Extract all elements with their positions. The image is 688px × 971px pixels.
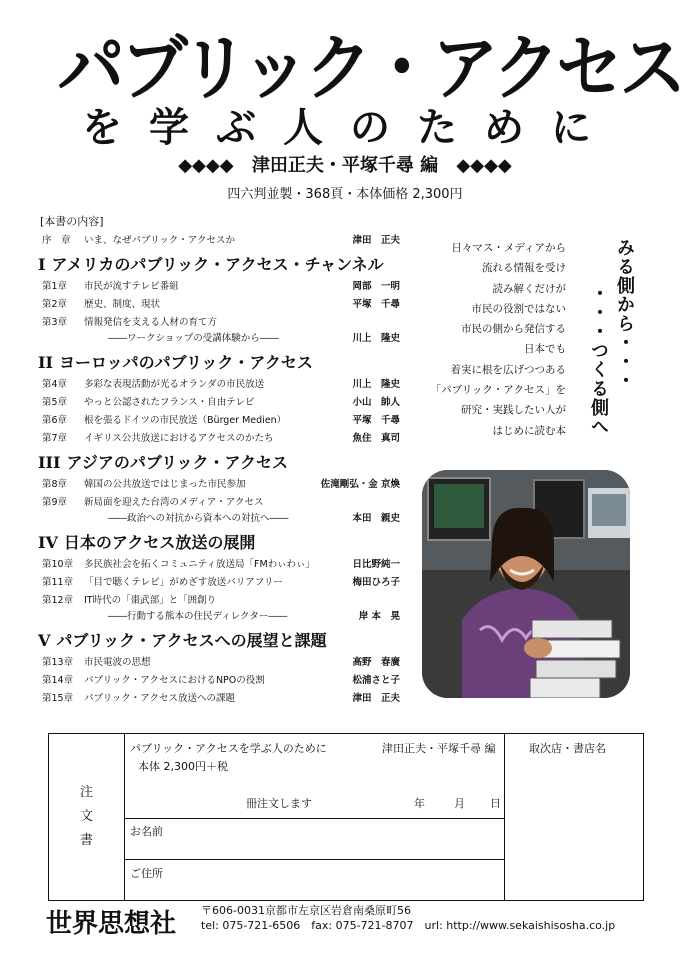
table-of-contents: [38, 232, 400, 708]
order-form-label: 注 文 書: [49, 734, 125, 900]
address-field[interactable]: [124, 859, 504, 901]
editors-line: [120, 155, 570, 177]
toc-chapter-number: 第11章: [42, 577, 74, 588]
book-title: パブリック・アクセス: [57, 26, 683, 110]
contents-label: [本書の内容]: [40, 215, 104, 228]
blurb-line: 日々マス・メディアから: [451, 242, 566, 254]
toc-chapter-title: パブリック・アクセス放送への課題: [84, 693, 235, 704]
toc-chapter: [38, 278, 400, 296]
toc-chapter-author: 松浦さと子: [352, 675, 400, 686]
blurb-line: 流れる情報を受け: [482, 262, 566, 275]
toc-part-numeral: V: [38, 631, 51, 650]
toc-chapter: [38, 672, 400, 690]
name-field[interactable]: [124, 818, 504, 860]
tagline-making: ・・・つくる側へ: [588, 284, 609, 436]
toc-chapter: [38, 690, 400, 708]
toc-chapter-title: やっと公認されたフランス・自由テレビ: [84, 397, 255, 408]
toc-chapter-number: 第13章: [42, 657, 74, 668]
blurb-line: 市民の役割ではない: [471, 302, 566, 315]
order-year[interactable]: 年: [414, 797, 425, 810]
toc-chapter-number: 第15章: [42, 693, 74, 704]
toc-part-title: ヨーロッパのパブリック・アクセス: [58, 353, 313, 372]
tagline-watching: みる側から・・・: [614, 238, 635, 390]
toc-chapter-title: 歴史、制度、現状: [84, 299, 161, 310]
toc-part-heading: [38, 252, 400, 278]
toc-chapter-author: 岸 本 晃: [358, 611, 400, 622]
order-quantity-field[interactable]: 冊注文します: [246, 797, 312, 810]
order-price: 本体 2,300円＋税: [138, 760, 228, 773]
publisher-address: 〒606-0031京都市左京区岩倉南桑原町56: [201, 904, 411, 917]
order-day[interactable]: 日: [490, 797, 501, 810]
toc-chapter: [38, 654, 400, 672]
blurb: [430, 238, 566, 441]
toc-chapter: [38, 430, 400, 448]
toc-chapter-number: 第4章: [42, 379, 68, 390]
toc-chapter-number: 第14章: [42, 675, 74, 686]
toc-chapter-author: 梅田ひろ子: [352, 577, 400, 588]
toc-chapter-subtitle-row: [38, 332, 400, 348]
toc-part-title: 日本のアクセス放送の展開: [63, 533, 256, 552]
blurb-line: はじめに読む本: [492, 424, 566, 437]
toc-chapter-title: IT時代の「棗武部」と「囲創り: [84, 595, 217, 606]
toc-chapter-subtitle: ――政治への対抗から資本への対抗へ――: [108, 513, 289, 524]
toc-chapter-title: 市民電波の思想: [84, 657, 151, 668]
toc-part-heading: [38, 350, 400, 376]
store-label: 取次店・書店名: [529, 742, 606, 755]
toc-chapter-number: 第9章: [42, 497, 68, 508]
toc-chapter-subtitle-row: [38, 610, 400, 626]
order-month[interactable]: 月: [454, 797, 465, 810]
toc-chapter-number: 第5章: [42, 397, 68, 408]
toc-chapter-number: 第12章: [42, 595, 74, 606]
toc-chapter: [38, 412, 400, 430]
author-photo: [422, 470, 630, 698]
toc-chapter-title: 新局面を迎えた台湾のメディア・アクセス: [84, 497, 264, 508]
blurb-line: 読み解くだけが: [492, 282, 566, 295]
toc-chapter-subtitle: ――行動する熊本の住民ディレクター――: [108, 611, 288, 622]
toc-chapter-author: 川上 隆史: [352, 333, 400, 344]
toc-chapter-number: 第8章: [42, 479, 68, 490]
toc-part-numeral: IV: [38, 533, 58, 552]
toc-part-numeral: II: [38, 353, 53, 372]
order-form: [48, 733, 644, 901]
toc-part-numeral: III: [38, 453, 61, 472]
toc-chapter-number: 第2章: [42, 299, 68, 310]
order-book-title: パブリック・アクセスを学ぶ人のために: [130, 742, 327, 755]
toc-chapter: [38, 574, 400, 592]
toc-chapter-title: 「目で聴くテレビ」がめざす放送バリアフリー: [84, 577, 283, 588]
toc-chapter-author: 岡部 一明: [352, 281, 400, 292]
toc-chapter-number: 第6章: [42, 415, 68, 426]
toc-part-title: アメリカのパブリック・アクセス・チャンネル: [51, 255, 384, 274]
order-book-editors: 津田正夫・平塚千尋 編: [382, 742, 496, 755]
toc-part-numeral: I: [38, 255, 46, 274]
store-field[interactable]: [505, 734, 643, 900]
blurb-line: 日本でも: [524, 343, 566, 356]
toc-chapter-author: 高野 春廣: [352, 657, 400, 668]
toc-chapter: [38, 494, 400, 512]
toc-chapter-title: 多彩な表現活動が光るオランダの市民放送: [84, 379, 265, 390]
toc-chapter-number: 第1章: [42, 281, 68, 292]
toc-chapter-title: 韓国の公共放送ではじまった市民参加: [84, 479, 246, 490]
toc-intro: 序 章 いま、なぜパブリック・アクセスか 津田 正夫: [42, 235, 400, 246]
publisher-contact: [201, 903, 615, 933]
toc-chapter-author: 本田 親史: [352, 513, 400, 524]
publisher-phone-url[interactable]: tel: 075-721-6506 fax: 075-721-8707 url: http://www.sekaishisosha.co.jp: [201, 919, 616, 932]
diamonds-left: ◆◆◆◆: [178, 155, 234, 176]
book-specs: 四六判並製・368頁・本体価格 2,300円: [227, 187, 463, 202]
address-label: ご住所: [130, 867, 163, 880]
toc-chapter-title: イギリス公共放送におけるアクセスのかたち: [84, 433, 274, 444]
toc-part-heading: [38, 530, 400, 556]
toc-chapter-author: 津田 正夫: [352, 693, 400, 704]
name-label: お名前: [130, 825, 163, 838]
toc-chapter-author: 日比野純一: [352, 559, 400, 570]
toc-chapter-author: 平塚 千尋: [352, 299, 400, 310]
toc-chapter-title: 多民族社会を拓くコミュニティ放送局「FMわぃわぃ」: [84, 559, 315, 570]
toc-chapter-author: 小山 帥人: [352, 397, 400, 408]
diamonds-right: ◆◆◆◆: [456, 155, 512, 176]
toc-chapter: [38, 592, 400, 610]
toc-part-title: パブリック・アクセスへの展望と課題: [56, 631, 327, 650]
blurb-line: 市民の側から発信する: [461, 323, 566, 336]
toc-chapter: [38, 296, 400, 314]
toc-part-heading: [38, 450, 400, 476]
toc-chapter-subtitle: ――ワークショップの受講体験から――: [108, 333, 279, 344]
blurb-line: 研究・実践したい人が: [461, 404, 566, 417]
editors: 津田正夫・平塚千尋 編: [251, 155, 439, 176]
toc-chapter-title: 情報発信を支える人材の育て方: [84, 317, 218, 328]
blurb-line: 「パブリック・アクセス」を: [430, 384, 566, 397]
toc-chapter-number: 第7章: [42, 433, 68, 444]
book-subtitle: を学ぶ人のために: [82, 105, 618, 151]
toc-chapter-author: 川上 隆史: [352, 379, 400, 390]
publisher-logo: 世界思想社: [46, 909, 177, 939]
toc-chapter-author: 魚住 真司: [352, 433, 400, 444]
toc-chapter-number: 第10章: [42, 559, 74, 570]
toc-chapter: [38, 556, 400, 574]
toc-chapter-number: 第3章: [42, 317, 68, 328]
toc-chapter-title: 市民が流すテレビ番組: [84, 281, 179, 292]
toc-part-heading: [38, 628, 400, 654]
toc-chapter-author: 平塚 千尋: [352, 415, 400, 426]
toc-chapter-author: 佐滝剛弘・金 京煥: [320, 479, 400, 490]
toc-part-title: アジアのパブリック・アクセス: [66, 453, 289, 472]
toc-chapter: [38, 476, 400, 494]
toc-chapter-subtitle-row: [38, 512, 400, 528]
photo-illustration: [422, 470, 630, 698]
order-form-main: [124, 734, 505, 900]
toc-chapter: [38, 314, 400, 332]
toc-chapter-title: 根を張るドイツの市民放送（Bürger Medien）: [84, 415, 287, 426]
toc-parts: [38, 252, 400, 708]
toc-chapter: [38, 376, 400, 394]
toc-chapter: [38, 394, 400, 412]
toc-chapter-title: パブリック・アクセスにおけるNPOの役割: [84, 675, 265, 686]
blurb-line: 着実に根を広げつつある: [450, 363, 566, 376]
